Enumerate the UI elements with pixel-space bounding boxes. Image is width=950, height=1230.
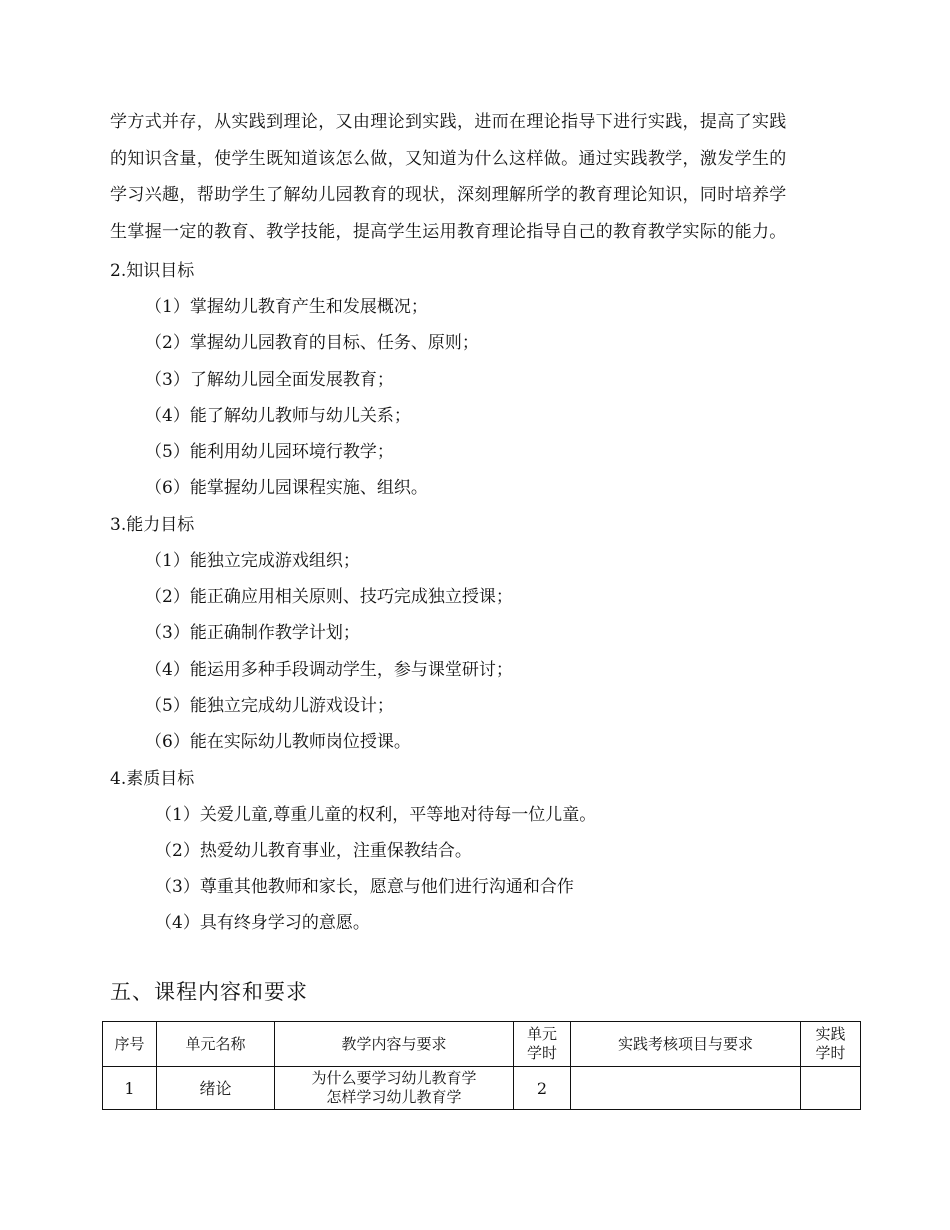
knowledge-item: （5）能利用幼儿园环境行教学； xyxy=(145,442,394,462)
cell-practice xyxy=(571,1067,801,1110)
cell-content-line: 为什么要学习幼儿教育学 xyxy=(311,1069,477,1087)
header-content: 教学内容与要求 xyxy=(275,1022,514,1067)
header-practice-hours xyxy=(801,1022,861,1067)
section-title: 五、课程内容和要求 xyxy=(110,980,308,1004)
table-row xyxy=(103,1067,861,1110)
header-hours-line: 单元 xyxy=(526,1025,557,1043)
quality-item: （2）热爱幼儿教育事业，注重保教结合。 xyxy=(155,841,472,861)
knowledge-item: （4）能了解幼儿教师与幼儿关系； xyxy=(145,406,411,426)
intro-paragraph xyxy=(110,104,842,250)
header-practice-hours-line: 实践 xyxy=(815,1025,846,1043)
intro-line: 学方式并存，从实践到理论，又由理论到实践，进而在理论指导下进行实践，提高了实践 xyxy=(110,112,787,132)
table-header-row xyxy=(103,1022,861,1067)
cell-no: 1 xyxy=(103,1067,157,1110)
intro-line: 的知识含量，使学生既知道该怎么做，又知道为什么这样做。通过实践教学，激发学生的 xyxy=(110,148,787,169)
header-hours-line: 学时 xyxy=(526,1044,557,1062)
knowledge-item: （6）能掌握幼儿园课程实施、组织。 xyxy=(145,478,428,498)
quality-item: （3）尊重其他教师和家长，愿意与他们进行沟通和合作 xyxy=(155,877,574,897)
ability-item: （5）能独立完成幼儿游戏设计； xyxy=(145,696,394,716)
cell-hours: 2 xyxy=(514,1067,571,1110)
intro-line: 生掌握一定的教育、教学技能，提高学生运用教育理论指导自己的教育教学实际的能力。 xyxy=(110,221,787,242)
cell-content xyxy=(275,1067,514,1110)
course-table xyxy=(102,1021,861,1110)
table-double-border xyxy=(860,1021,861,1110)
header-unit: 单元名称 xyxy=(157,1022,275,1067)
ability-heading: 3.能力目标 xyxy=(110,515,195,535)
knowledge-heading: 2.知识目标 xyxy=(110,261,195,281)
ability-item: （2）能正确应用相关原则、技巧完成独立授课； xyxy=(145,587,513,607)
intro-line: 学习兴趣，帮助学生了解幼儿园教育的现状，深刻理解所学的教育理论知识，同时培养学 xyxy=(110,185,787,205)
ability-item: （6）能在实际幼儿教师岗位授课。 xyxy=(145,732,411,752)
header-practice: 实践考核项目与要求 xyxy=(571,1022,801,1067)
ability-item: （1）能独立完成游戏组织； xyxy=(145,551,360,571)
knowledge-item: （1）掌握幼儿教育产生和发展概况； xyxy=(145,297,428,317)
header-hours xyxy=(514,1022,571,1067)
quality-item: （4）具有终身学习的意愿。 xyxy=(155,913,370,933)
ability-item: （3）能正确制作教学计划； xyxy=(145,623,360,643)
knowledge-item: （2）掌握幼儿园教育的目标、任务、原则； xyxy=(145,333,479,353)
quality-item: （1）关爱儿童,尊重儿童的权利，平等地对待每一位儿童。 xyxy=(155,805,597,825)
header-no: 序号 xyxy=(103,1022,157,1067)
cell-practice-hours xyxy=(801,1067,861,1110)
knowledge-item: （3）了解幼儿园全面发展教育； xyxy=(145,370,394,390)
header-practice-hours-line: 学时 xyxy=(815,1044,846,1062)
ability-item: （4）能运用多种手段调动学生，参与课堂研讨； xyxy=(145,660,513,680)
quality-heading: 4.素质目标 xyxy=(110,769,195,789)
cell-unit: 绪论 xyxy=(157,1067,275,1110)
cell-content-line: 怎样学习幼儿教育学 xyxy=(326,1088,462,1106)
